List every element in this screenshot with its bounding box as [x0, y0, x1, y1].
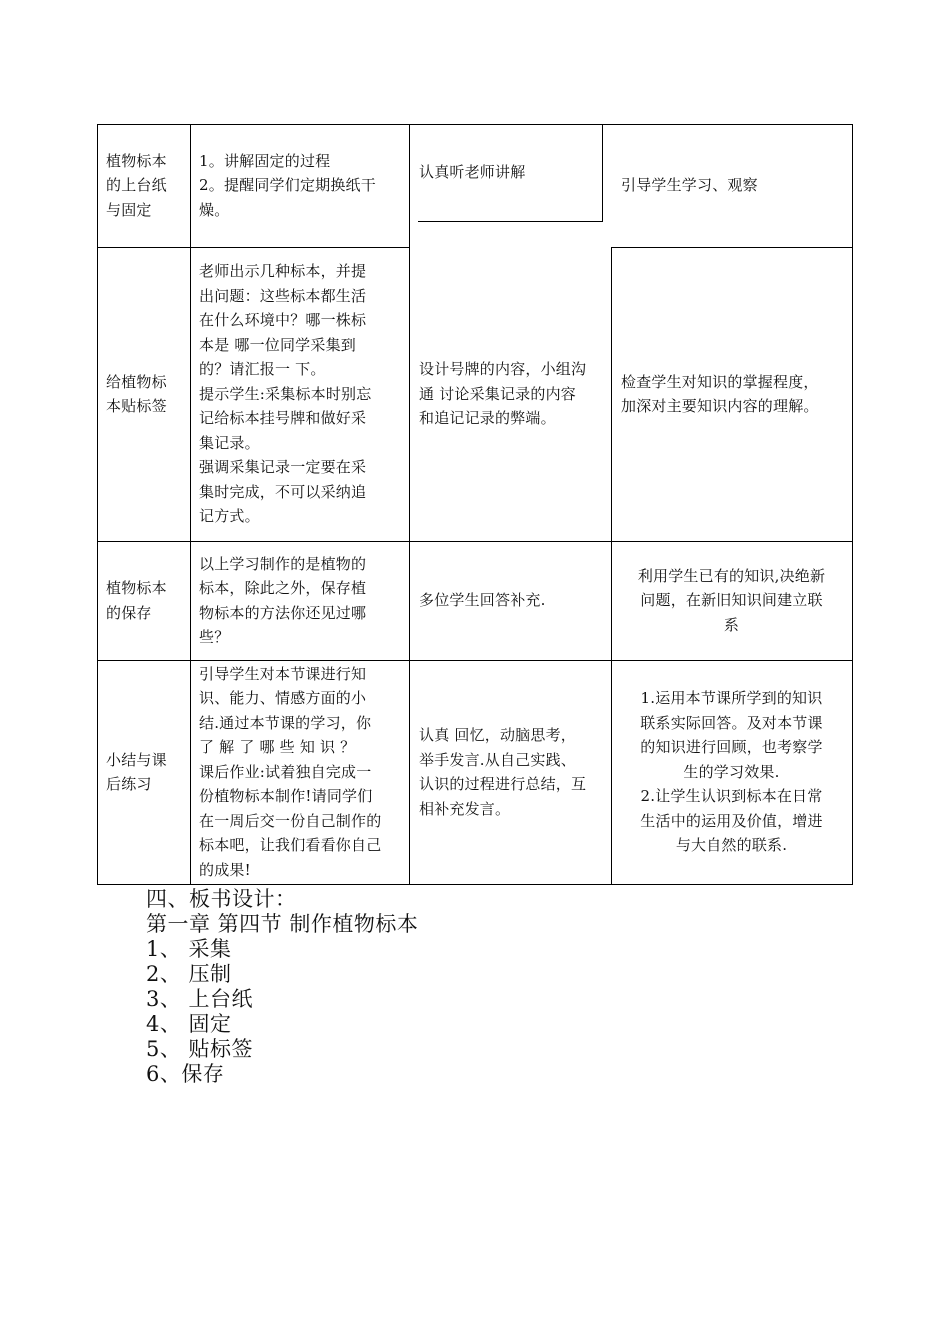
- board-heading: 四、板书设计：: [146, 887, 297, 911]
- table-cell-teacher: [199, 124, 407, 247]
- table-cell-topic: [106, 541, 188, 660]
- table-line: [611, 247, 612, 885]
- table-cell-teacher: [199, 660, 407, 884]
- table-cell-teacher: [199, 541, 407, 660]
- cell-text: 给植物标 本贴标签: [106, 372, 167, 415]
- board-title: 第一章 第四节 制作植物标本: [146, 912, 419, 936]
- table-cell-student: [419, 124, 602, 221]
- cell-text: 小结与课 后练习: [106, 750, 167, 793]
- table-cell-intent: [613, 541, 850, 660]
- table-line: [190, 124, 191, 885]
- table-cell-teacher: [199, 247, 407, 541]
- cell-text: 植物标本 的上台纸 与固定: [106, 151, 167, 219]
- board-item: 6、保存: [146, 1062, 225, 1086]
- cell-text: 认真 回忆，动脑思考， 举手发言.从自己实践、 认识的过程进行总结，互 相补充发言。: [419, 726, 587, 818]
- cell-text: 认真听老师讲解: [419, 163, 526, 182]
- table-cell-student: [419, 247, 609, 541]
- cell-text: 利用学生已有的知识,决绝新 问题，在新旧知识间建立联 系: [637, 566, 826, 634]
- table-cell-student: [419, 541, 609, 660]
- cell-text: 1.运用本节课所学到的知识 联系实际回答。及对本节课 的知识进行回顾，也考察学 生的学习效果. 2.让学生认识到标本在日常 生活中的运用及价值，增进 与大自然的联系.: [640, 689, 823, 855]
- table-line: [97, 124, 98, 885]
- cell-text: 植物标本 的保存: [106, 579, 167, 622]
- cell-text: 设计号牌的内容，小组沟 通 讨论采集记录的内容 和追记记录的弊端。: [419, 360, 587, 428]
- table-line: [418, 221, 603, 222]
- board-item: 3、 上台纸: [146, 987, 254, 1011]
- board-item: 2、 压制: [146, 962, 232, 986]
- cell-text: 检查学生对知识的掌握程度， 加深对主要知识内容的理解。: [621, 372, 819, 415]
- table-cell-intent: [621, 124, 850, 247]
- table-line: [409, 124, 410, 885]
- cell-text: 引导学生学习、观察: [621, 176, 758, 195]
- cell-text: 多位学生回答补充.: [419, 591, 546, 610]
- table-cell-topic: [106, 124, 188, 247]
- cell-text: 以上学习制作的是植物的 标本，除此之外，保存植 物标本的方法你还见过哪 些？: [199, 554, 367, 646]
- cell-text: 1。讲解固定的过程 2。提醒同学们定期换纸干 燥。: [199, 151, 376, 219]
- table-line: [602, 124, 603, 222]
- table-line: [97, 884, 852, 885]
- table-cell-topic: [106, 247, 188, 541]
- table-cell-intent: [613, 660, 850, 884]
- table-cell-topic: [106, 660, 188, 884]
- table-cell-intent: [621, 247, 850, 541]
- cell-text: 引导学生对本节课进行知 识、能力、情感方面的小 结.通过本节课的学习，你 了 解 了 哪 些 知 识 ？ 课后作业:试着独自完成一 份植物标本制作!请同学们 在一周后交一份自己制作的 标本吧，让我们看看你自己 的成果!: [199, 664, 382, 879]
- table-line: [852, 124, 853, 885]
- board-item: 5、 贴标签: [146, 1037, 254, 1061]
- board-item: 1、 采集: [146, 937, 232, 961]
- board-item: 4、 固定: [146, 1012, 232, 1036]
- cell-text: 老师出示几种标本，并提 出问题：这些标本都生活 在什么环境中？哪一株标 本是 哪一位同学采集到 的？请汇报一 下。 提示学生:采集标本时别忘 记给标本挂号牌和做好采 集记录。 强调采集记录一定要在采 集时完成，不可以采纳追 记方式。: [199, 262, 372, 526]
- table-cell-student: [419, 660, 609, 884]
